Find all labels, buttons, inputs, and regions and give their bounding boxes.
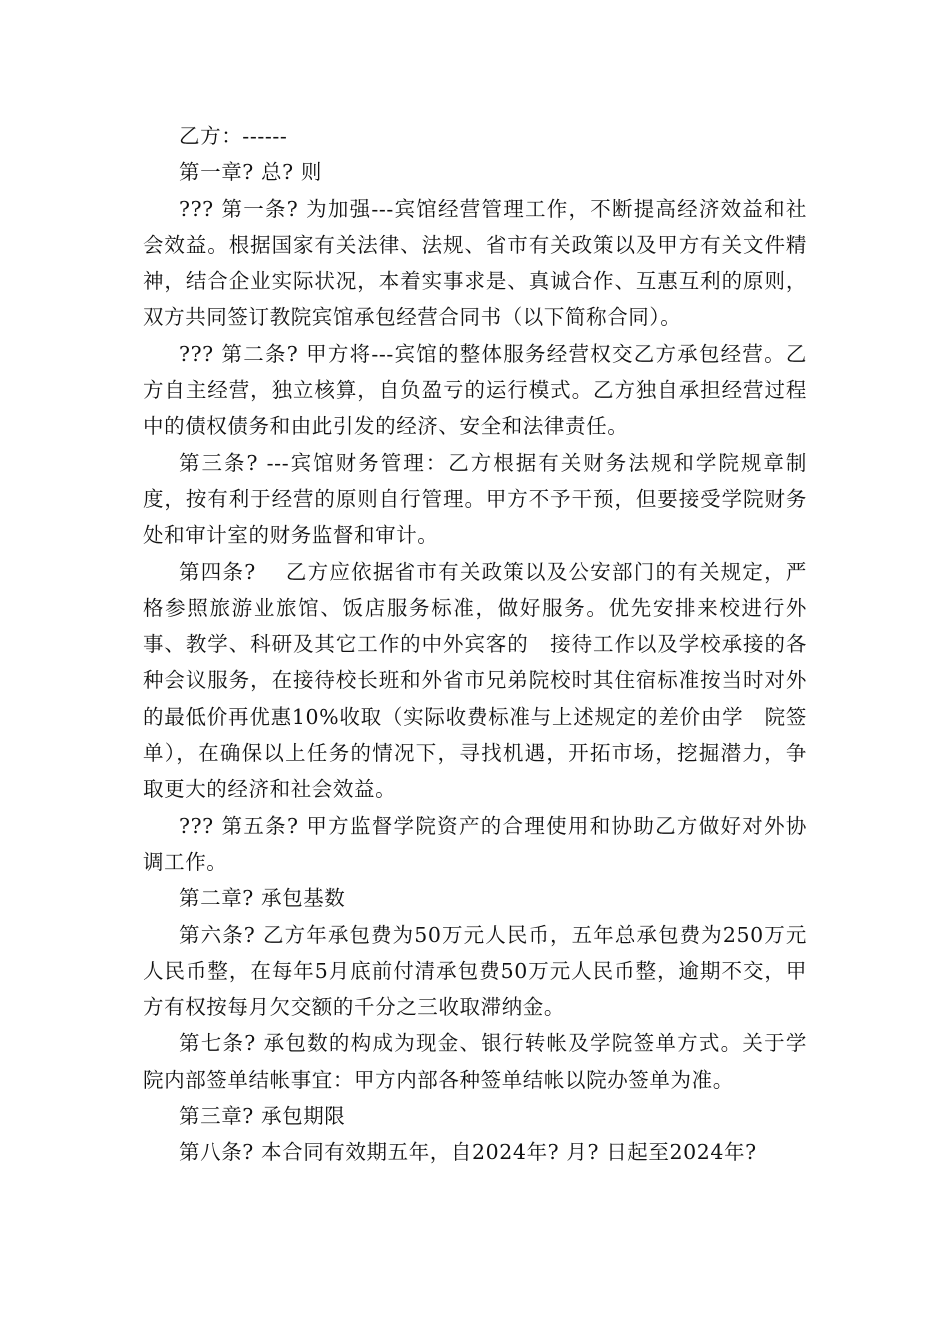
chapter-2-heading: 第二章? 承包基数 — [179, 886, 346, 911]
article-2-paragraph: ??? 第二条? 甲方将---宾馆的整体服务经营权交乙方承包经营。乙方自主经营，独立核算，自负盈亏的运行模式。乙方独自承担经营过程中的债权债务和由此引发的经济、安全和法律责任。 — [143, 341, 807, 439]
article-5-paragraph: ??? 第五条? 甲方监督学院资产的合理使用和协助乙方做好对外协调工作。 — [143, 813, 807, 874]
article-7-paragraph: 第七条? 承包数的构成为现金、银行转帐及学院签单方式。关于学院内部签单结帐事宜：甲方内部各种签单结帐以院办签单为准。 — [143, 1031, 807, 1092]
article-8-paragraph: 第八条? 本合同有效期五年，自2024年? 月? 日起至2024年? — [179, 1140, 757, 1165]
article-3-paragraph: 第三条? ---宾馆财务管理：乙方根据有关财务法规和学院规章制度，按有利于经营的原则自行管理。甲方不予干预，但要接受学院财务处和审计室的财务监督和审计。 — [143, 450, 807, 548]
party-b-line: 乙方：------ — [179, 124, 288, 148]
chapter-3-heading: 第三章? 承包期限 — [179, 1104, 346, 1129]
document-body — [143, 118, 807, 1171]
chapter-1-heading: 第一章? 总? 则 — [179, 160, 322, 185]
article-6-paragraph: 第六条? 乙方年承包费为50万元人民币，五年总承包费为250万元人民币整，在每年5月底前付清承包费50万元人民币整，逾期不交，甲方有权按每月欠交额的千分之三收取滞纳金。 — [143, 922, 807, 1020]
article-1-paragraph: ??? 第一条? 为加强---宾馆经营管理工作，不断提高经济效益和社会效益。根据国家有关法律、法规、省市有关政策以及甲方有关文件精神，结合企业实际状况，本着实事求是、真诚合作、互惠互利的原则，双方共同签订教院宾馆承包经营合同书（以下简称合同）。 — [143, 196, 807, 330]
article-4-paragraph: 第四条? 乙方应依据省市有关政策以及公安部门的有关规定，严格参照旅游业旅馆、饭店服务标准，做好服务。优先安排来校进行外事、教学、科研及其它工作的中外宾客的 接待工作以及学校承接的各种会议服务，在接待校长班和外省市兄弟院校时其住宿标准按当时对外的最低价再优惠10%收取（实际收费标准与上述规定的差价由学 院签单），在确保以上任务的情况下，寻找机遇，开拓市场，挖掘潜力，争取更大的经济和社会效益。 — [143, 559, 807, 802]
